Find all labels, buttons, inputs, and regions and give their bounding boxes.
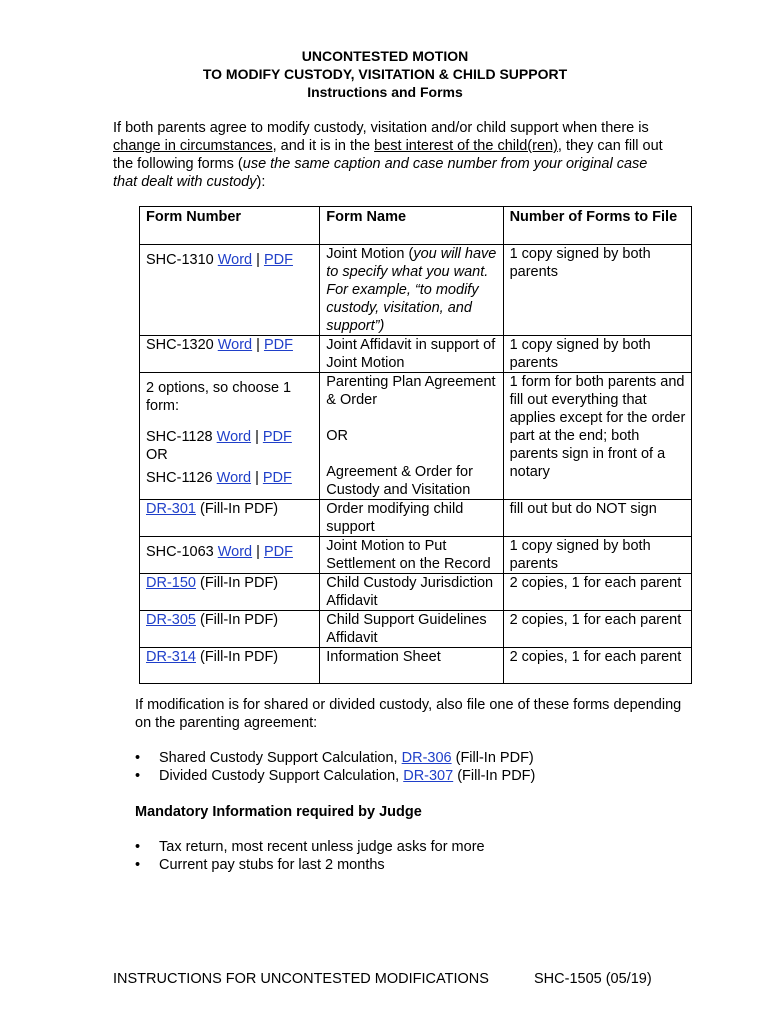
forms-table bbox=[139, 206, 692, 684]
form-count-cell: 2 copies, 1 for each parent bbox=[503, 648, 691, 684]
intro-text-2: , and it is in the bbox=[272, 138, 375, 154]
form-number-cell bbox=[140, 500, 320, 537]
form-code: SHC-1310 bbox=[146, 252, 218, 268]
form-name-cell bbox=[320, 373, 503, 500]
table-row bbox=[140, 336, 692, 373]
fill-in-label: (Fill-In PDF) bbox=[195, 575, 279, 591]
footer-title: INSTRUCTIONS FOR UNCONTESTED MODIFICATIONS bbox=[113, 971, 489, 987]
options-note: 2 options, so choose 1 form: bbox=[146, 380, 292, 414]
table-row bbox=[140, 245, 692, 336]
word-link[interactable]: Word bbox=[216, 429, 252, 445]
table-row bbox=[140, 373, 692, 500]
pdf-link[interactable]: PDF bbox=[262, 470, 292, 486]
form-count-cell: fill out but do NOT sign bbox=[503, 500, 691, 537]
intro-paragraph bbox=[113, 119, 673, 191]
form-name-cell bbox=[320, 245, 503, 336]
list-item-suffix: (Fill-In PDF) bbox=[451, 750, 534, 766]
pdf-link[interactable]: PDF bbox=[262, 429, 292, 445]
header-form-name: Form Name bbox=[320, 207, 503, 245]
list-item-suffix: (Fill-In PDF) bbox=[453, 768, 536, 784]
fill-in-label: (Fill-In PDF) bbox=[195, 649, 279, 665]
table-row bbox=[140, 648, 692, 684]
table-row bbox=[140, 611, 692, 648]
table-row bbox=[140, 574, 692, 611]
form-count-cell: 1 form for both parents and fill out everything that applies except for the order part at the end; both parents sign in front of a notary bbox=[503, 373, 691, 500]
form-code: SHC-1128 bbox=[146, 429, 217, 445]
form-number-cell bbox=[140, 537, 320, 574]
pdf-link[interactable]: PDF bbox=[263, 544, 293, 560]
word-link[interactable]: Word bbox=[217, 252, 253, 268]
form-number-cell bbox=[140, 574, 320, 611]
form-name-cell: Order modifying child support bbox=[320, 500, 503, 537]
form-name: Parenting Plan Agreement & Order bbox=[326, 374, 496, 408]
intro-change-circumstances: change in circumstances bbox=[113, 138, 273, 154]
separator: | bbox=[251, 470, 263, 486]
word-link[interactable]: Word bbox=[217, 337, 253, 353]
form-number-cell bbox=[140, 336, 320, 373]
separator: | bbox=[252, 252, 264, 268]
form-name-cell: Child Support Guidelines Affidavit bbox=[320, 611, 503, 648]
list-item bbox=[135, 749, 535, 767]
form-name-cell: Joint Motion to Put Settlement on the Record bbox=[320, 537, 503, 574]
form-code: SHC-1126 bbox=[146, 470, 217, 486]
form-name: Agreement & Order for Custody and Visitation bbox=[326, 464, 473, 498]
intro-text-3: , they can fill out the following forms ( bbox=[113, 138, 663, 172]
document-title bbox=[0, 47, 770, 101]
fill-in-label: (Fill-In PDF) bbox=[195, 501, 279, 517]
table-row bbox=[140, 500, 692, 537]
shared-custody-list bbox=[135, 749, 535, 785]
form-number-cell bbox=[140, 373, 320, 500]
form-code: SHC-1063 bbox=[146, 544, 218, 560]
separator: | bbox=[252, 544, 264, 560]
title-line-2: TO MODIFY CUSTODY, VISITATION & CHILD SUPPORT bbox=[202, 66, 568, 82]
list-item-text: Shared Custody Support Calculation, bbox=[159, 750, 402, 766]
form-count-cell: 2 copies, 1 for each parent bbox=[503, 574, 691, 611]
list-item: • Tax return, most recent unless judge asks for more bbox=[135, 838, 485, 856]
dr-301-link[interactable]: DR-301 bbox=[146, 501, 196, 517]
form-name-cell: Child Custody Jurisdiction Affidavit bbox=[320, 574, 503, 611]
title-line-3: Instructions and Forms bbox=[307, 84, 463, 100]
word-link[interactable]: Word bbox=[217, 544, 253, 560]
list-item bbox=[135, 767, 535, 785]
intro-best-interest: best interest of the child(ren) bbox=[374, 138, 558, 154]
dr-307-link[interactable]: DR-307 bbox=[403, 768, 454, 784]
form-count-cell: 2 copies, 1 for each parent bbox=[503, 611, 691, 648]
separator: | bbox=[251, 429, 263, 445]
form-name-note: you will have to specify what you want. For example, “to modify custody, visitation, and support”) bbox=[326, 246, 497, 334]
form-name-cell: Joint Affidavit in support of Joint Motion bbox=[320, 336, 503, 373]
mandatory-heading: Mandatory Information required by Judge bbox=[135, 804, 422, 820]
table-row bbox=[140, 537, 692, 574]
or-text: OR bbox=[326, 428, 349, 444]
form-count-cell: 1 copy signed by both parents bbox=[503, 537, 691, 574]
list-item: • Current pay stubs for last 2 months bbox=[135, 856, 485, 874]
dr-306-link[interactable]: DR-306 bbox=[401, 750, 452, 766]
form-number-cell bbox=[140, 611, 320, 648]
shared-custody-note: If modification is for shared or divided custody, also file one of these forms depending on the parenting agreement: bbox=[135, 697, 682, 731]
separator: | bbox=[252, 337, 264, 353]
intro-italic-note: use the same caption and case number from your original case that dealt with custody bbox=[113, 156, 648, 190]
mandatory-list bbox=[135, 838, 485, 874]
dr-150-link[interactable]: DR-150 bbox=[146, 575, 196, 591]
pdf-link[interactable]: PDF bbox=[263, 337, 293, 353]
form-count-cell: 1 copy signed by both parents bbox=[503, 245, 691, 336]
form-name: Joint Motion ( bbox=[326, 246, 414, 262]
header-number-of-forms: Number of Forms to File bbox=[503, 207, 691, 245]
form-number-cell bbox=[140, 648, 320, 684]
pdf-link[interactable]: PDF bbox=[263, 252, 293, 268]
table-header-row bbox=[140, 207, 692, 245]
intro-text-1: If both parents agree to modify custody, visitation and/or child support when there is bbox=[113, 120, 649, 136]
list-item-text: Divided Custody Support Calculation, bbox=[159, 768, 404, 784]
intro-text-4: ): bbox=[256, 174, 266, 190]
form-count-cell: 1 copy signed by both parents bbox=[503, 336, 691, 373]
form-number-cell bbox=[140, 245, 320, 336]
dr-314-link[interactable]: DR-314 bbox=[146, 649, 196, 665]
or-text: OR bbox=[146, 447, 168, 463]
title-line-1: UNCONTESTED MOTION bbox=[301, 48, 469, 64]
dr-305-link[interactable]: DR-305 bbox=[146, 612, 196, 628]
footer-form-code: SHC-1505 (05/19) bbox=[534, 971, 652, 987]
fill-in-label: (Fill-In PDF) bbox=[195, 612, 279, 628]
form-name-cell: Information Sheet bbox=[320, 648, 503, 684]
word-link[interactable]: Word bbox=[216, 470, 252, 486]
form-code: SHC-1320 bbox=[146, 337, 218, 353]
header-form-number: Form Number bbox=[140, 207, 320, 245]
